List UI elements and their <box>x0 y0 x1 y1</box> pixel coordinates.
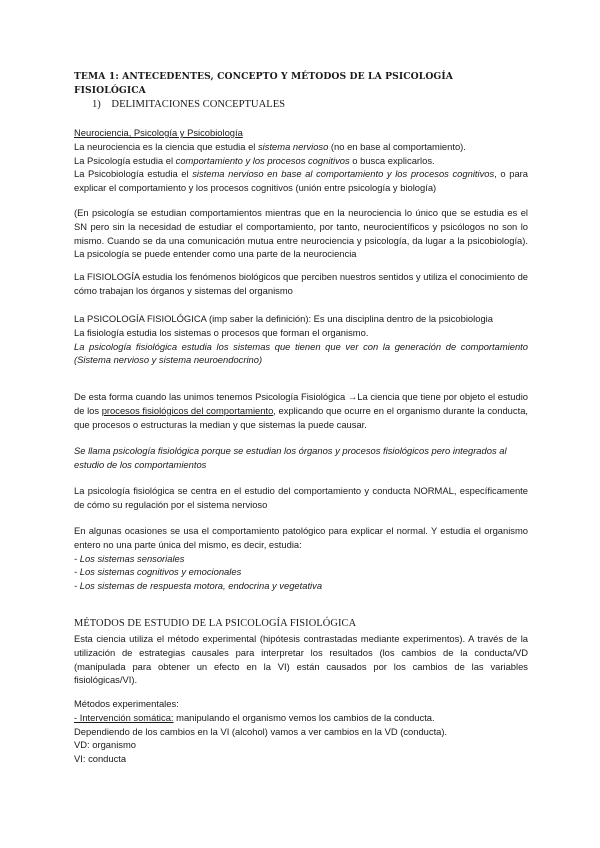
vi-line: VI: conducta <box>74 753 127 765</box>
vd-line: VD: organismo <box>74 739 137 751</box>
fisiologia-line: La fisiología estudia los sistemas o procesos que forman el organismo. <box>74 326 369 338</box>
paragraph-union: De esta forma cuando las unimos tenemos Psicología Fisiológica →La ciencia que tiene por objeto el estudio de los procesos fisiológicos del comportamiento, explicando que ocurre en el organismo durante la conducta, que procesos o estructuras la median y que sistemas la puede causar. <box>74 391 529 430</box>
paragraph-psicologia-neurociencia: (En psicología se estudian comportamientos mientras que en la neurociencia lo único que se estudia es el SN pero sin la necesidad de estudiar el comportamiento, por tanto, neurocientíficos y psicólogos no son lo mismo. Cuando se da una comunicación mutua entre neurociencia y psicología, da lugar a la psicobiología). La psicología se puede entender como una parte de la neurociencia <box>74 207 528 260</box>
dependiendo-line: Dependiendo de los cambios en la VI (alcohol) vamos a ver cambios en la VD (conducta). <box>74 725 448 737</box>
paragraph-psicologia-fisiologica <box>74 312 528 367</box>
neuro-line-3: La Psicobiología estudia el sistema nervioso en base al comportamiento y los procesos cognitivos, o para explicar el comportamiento y los procesos cognitivos (unión entre psicología y biología) <box>74 168 529 194</box>
paragraph-nombre: Se llama psicología fisiológica porque se estudian los órganos y procesos fisiológicos pero integrados al estudio de los comportamientos <box>74 445 507 470</box>
paragraph-metodo-experimental: Esta ciencia utiliza el método experimental (hipótesis contrastadas mediante experimentos). A través de la utilización de estrategias causales para interpretar los resultados (los cambios de la conducta/VD (manipulada para obtener un efecto en la VI) están causados por los cambios de las variables fisiológicas/VI). <box>74 633 528 686</box>
list-item: - Los sistemas sensoriales <box>74 552 185 564</box>
neuro-line-1: La neurociencia es la ciencia que estudia el sistema nervioso (no en base al comportamiento). <box>74 140 466 152</box>
section-heading <box>92 98 546 112</box>
section-title: DELIMITACIONES CONCEPTUALES <box>111 99 286 110</box>
paragraph-fisiologia: La FISIOLOGÍA estudia los fenómenos biológicos que perciben nuestros sentidos y utiliza el conocimiento de cómo trabajan los órganos y sistemas del organismo <box>74 271 528 296</box>
intervencion-line: - Intervención somática: manipulando el organismo vemos los cambios de la conducta. <box>74 711 435 723</box>
definition-line: La PSICOLOGÍA FISIOLÓGICA (imp saber la definición): Es una disciplina dentro de la psicobiologia <box>74 313 493 324</box>
procesos-underlined: procesos fisiológicos del comportamiento <box>101 404 274 416</box>
neuro-line-2: La Psicología estudia el comportamiento y los procesos cognitivos o busca explicarlos. <box>74 154 435 166</box>
page-title: TEMA 1: ANTECEDENTES, CONCEPTO Y MÉTODOS DE LA PSICOLOGÍA FISIOLÓGICA <box>74 71 454 96</box>
neuro-block <box>74 126 528 195</box>
paragraph-normal: La psicología fisiológica se centra en el estudio del comportamiento y conducta NORMAL, específicamente de cómo su regulación por el sistema nervioso <box>74 485 528 510</box>
paragraph-patologico: En algunas ocasiones se usa el comportamiento patológico para explicar el normal. Y estudia el organismo entero no una parte única del mismo, es decir, estudia: - Los sistemas sensoriales - Los sistemas cognitivos y emocionales - Los sistemas de respuesta motora, endocrina y vegetativa <box>74 525 528 592</box>
list-item: - Los sistemas de respuesta motora, endocrina y vegetativa <box>74 580 323 592</box>
systems-list <box>74 552 528 593</box>
subheading-neurociencia: Neurociencia, Psicología y Psicobiología <box>74 127 243 138</box>
list-item: - Los sistemas cognitivos y emocionales <box>74 566 242 578</box>
experimental-methods-block <box>74 697 528 766</box>
experimental-label: Métodos experimentales: <box>74 698 179 709</box>
definition-italic: La psicología fisiológica estudia los sistemas que tienen que ver con la generación de comportamiento (Sistema nervioso y sistema neuroendocrino) <box>74 340 528 366</box>
section-number: 1) <box>92 99 101 110</box>
methods-heading: MÉTODOS DE ESTUDIO DE LA PSICOLOGÍA FISIOLÓGICA <box>74 618 357 629</box>
